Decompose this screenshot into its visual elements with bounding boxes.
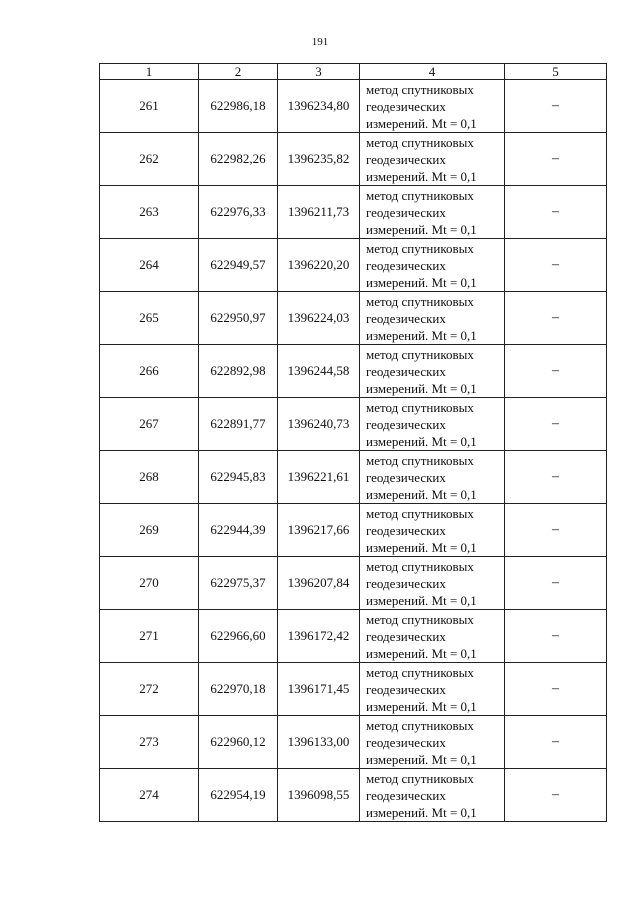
column-5-value: – <box>505 345 607 398</box>
method-line-1: метод спутниковых <box>366 664 474 680</box>
method-line-1: метод спутниковых <box>366 611 474 627</box>
point-number: 266 <box>100 345 199 398</box>
table-row <box>100 451 607 504</box>
point-number: 273 <box>100 716 199 769</box>
method-line-2: геодезических <box>366 151 446 167</box>
coordinate-y: 1396234,80 <box>278 80 360 133</box>
method-cell <box>360 133 505 186</box>
method-line-1: метод спутниковых <box>366 770 474 786</box>
method-line-1: метод спутниковых <box>366 558 474 574</box>
method-line-3: измерений. Mt = 0,1 <box>366 539 477 555</box>
method-line-2: геодезических <box>366 734 446 750</box>
method-line-1: метод спутниковых <box>366 505 474 521</box>
column-5-value: – <box>505 398 607 451</box>
method-cell <box>360 610 505 663</box>
column-5-value: – <box>505 716 607 769</box>
coordinate-y: 1396217,66 <box>278 504 360 557</box>
method-line-3: измерений. Mt = 0,1 <box>366 168 477 184</box>
table-row <box>100 504 607 557</box>
method-cell <box>360 239 505 292</box>
column-5-value: – <box>505 292 607 345</box>
table-row <box>100 186 607 239</box>
coordinate-x: 622970,18 <box>199 663 278 716</box>
coordinate-x: 622891,77 <box>199 398 278 451</box>
table-row <box>100 663 607 716</box>
method-line-1: метод спутниковых <box>366 81 474 97</box>
coordinate-y: 1396098,55 <box>278 769 360 822</box>
coordinate-x: 622949,57 <box>199 239 278 292</box>
table-row <box>100 345 607 398</box>
column-header-4: 4 <box>360 64 505 80</box>
method-line-1: метод спутниковых <box>366 187 474 203</box>
method-line-1: метод спутниковых <box>366 134 474 150</box>
column-5-value: – <box>505 504 607 557</box>
column-header-2: 2 <box>199 64 278 80</box>
coordinate-x: 622982,26 <box>199 133 278 186</box>
method-line-3: измерений. Mt = 0,1 <box>366 327 477 343</box>
column-5-value: – <box>505 133 607 186</box>
coordinate-y: 1396133,00 <box>278 716 360 769</box>
method-cell <box>360 451 505 504</box>
method-line-2: геодезических <box>366 98 446 114</box>
coordinate-x: 622976,33 <box>199 186 278 239</box>
point-number: 262 <box>100 133 199 186</box>
method-cell <box>360 80 505 133</box>
coordinate-y: 1396244,58 <box>278 345 360 398</box>
point-number: 274 <box>100 769 199 822</box>
method-line-3: измерений. Mt = 0,1 <box>366 592 477 608</box>
method-cell <box>360 769 505 822</box>
coordinate-x: 622892,98 <box>199 345 278 398</box>
column-5-value: – <box>505 451 607 504</box>
method-line-3: измерений. Mt = 0,1 <box>366 698 477 714</box>
table-row <box>100 557 607 610</box>
method-cell <box>360 504 505 557</box>
method-cell <box>360 398 505 451</box>
coordinate-y: 1396211,73 <box>278 186 360 239</box>
coordinate-y: 1396172,42 <box>278 610 360 663</box>
table-row <box>100 610 607 663</box>
method-line-1: метод спутниковых <box>366 717 474 733</box>
method-line-2: геодезических <box>366 416 446 432</box>
page-number: 191 <box>311 36 329 48</box>
table-row <box>100 292 607 345</box>
point-number: 265 <box>100 292 199 345</box>
point-number: 263 <box>100 186 199 239</box>
method-line-3: измерений. Mt = 0,1 <box>366 645 477 661</box>
coordinate-y: 1396235,82 <box>278 133 360 186</box>
coordinate-x: 622960,12 <box>199 716 278 769</box>
table-row <box>100 80 607 133</box>
method-line-1: метод спутниковых <box>366 346 474 362</box>
coordinate-y: 1396171,45 <box>278 663 360 716</box>
method-cell <box>360 716 505 769</box>
point-number: 272 <box>100 663 199 716</box>
method-line-2: геодезических <box>366 575 446 591</box>
method-line-1: метод спутниковых <box>366 240 474 256</box>
coordinate-x: 622950,97 <box>199 292 278 345</box>
point-number: 267 <box>100 398 199 451</box>
method-line-3: измерений. Mt = 0,1 <box>366 804 477 820</box>
column-5-value: – <box>505 239 607 292</box>
method-line-3: измерений. Mt = 0,1 <box>366 751 477 767</box>
table-header-row <box>100 64 607 80</box>
method-line-3: измерений. Mt = 0,1 <box>366 115 477 131</box>
coordinate-x: 622986,18 <box>199 80 278 133</box>
coordinate-y: 1396207,84 <box>278 557 360 610</box>
point-number: 261 <box>100 80 199 133</box>
method-line-1: метод спутниковых <box>366 399 474 415</box>
point-number: 270 <box>100 557 199 610</box>
method-cell <box>360 292 505 345</box>
method-line-2: геодезических <box>366 469 446 485</box>
method-line-2: геодезических <box>366 257 446 273</box>
method-line-2: геодезических <box>366 681 446 697</box>
table-row <box>100 398 607 451</box>
coordinate-x: 622966,60 <box>199 610 278 663</box>
column-5-value: – <box>505 186 607 239</box>
table-row <box>100 769 607 822</box>
coordinate-x: 622945,83 <box>199 451 278 504</box>
point-number: 269 <box>100 504 199 557</box>
coordinate-y: 1396221,61 <box>278 451 360 504</box>
method-line-1: метод спутниковых <box>366 293 474 309</box>
method-line-3: измерений. Mt = 0,1 <box>366 380 477 396</box>
column-5-value: – <box>505 610 607 663</box>
method-line-3: измерений. Mt = 0,1 <box>366 274 477 290</box>
table-row <box>100 716 607 769</box>
point-number: 264 <box>100 239 199 292</box>
method-line-2: геодезических <box>366 363 446 379</box>
method-line-2: геодезических <box>366 628 446 644</box>
point-number: 268 <box>100 451 199 504</box>
column-header-1: 1 <box>100 64 199 80</box>
coordinate-x: 622944,39 <box>199 504 278 557</box>
method-line-2: геодезических <box>366 787 446 803</box>
table-row <box>100 239 607 292</box>
method-line-2: геодезических <box>366 204 446 220</box>
coordinate-y: 1396240,73 <box>278 398 360 451</box>
table-row <box>100 133 607 186</box>
column-header-3: 3 <box>278 64 360 80</box>
coordinate-y: 1396224,03 <box>278 292 360 345</box>
method-line-1: метод спутниковых <box>366 452 474 468</box>
method-cell <box>360 186 505 239</box>
method-line-3: измерений. Mt = 0,1 <box>366 433 477 449</box>
method-cell <box>360 557 505 610</box>
table-body <box>100 80 607 822</box>
method-line-2: геодезических <box>366 522 446 538</box>
column-5-value: – <box>505 663 607 716</box>
coordinate-x: 622975,37 <box>199 557 278 610</box>
point-number: 271 <box>100 610 199 663</box>
method-line-3: измерений. Mt = 0,1 <box>366 486 477 502</box>
column-header-5: 5 <box>505 64 607 80</box>
coordinate-y: 1396220,20 <box>278 239 360 292</box>
column-5-value: – <box>505 80 607 133</box>
column-5-value: – <box>505 557 607 610</box>
method-line-3: измерений. Mt = 0,1 <box>366 221 477 237</box>
coordinate-x: 622954,19 <box>199 769 278 822</box>
method-line-2: геодезических <box>366 310 446 326</box>
method-cell <box>360 663 505 716</box>
method-cell <box>360 345 505 398</box>
column-5-value: – <box>505 769 607 822</box>
coordinates-table <box>99 63 607 822</box>
